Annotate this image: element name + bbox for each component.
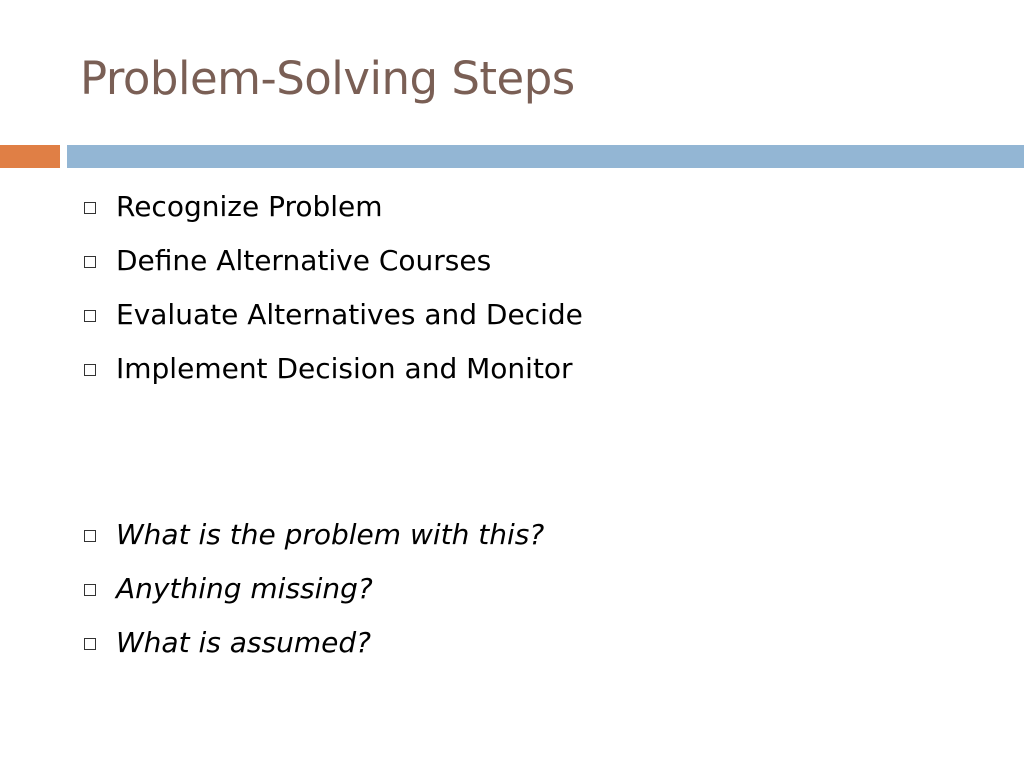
list-item (80, 568, 544, 622)
hollow-square-icon (84, 530, 96, 542)
slide-title: Problem-Solving Steps (80, 52, 575, 105)
hollow-square-icon (84, 638, 96, 650)
title-accent-bar (0, 145, 60, 168)
list-item (80, 622, 544, 676)
question-text: What is assumed? (116, 626, 371, 659)
list-item (80, 240, 583, 294)
step-text: Evaluate Alternatives and Decide (116, 298, 583, 331)
hollow-square-icon (84, 310, 96, 322)
step-text: Define Alternative Courses (116, 244, 492, 277)
list-item (80, 348, 583, 402)
list-item (80, 186, 583, 240)
question-text: What is the problem with this? (116, 518, 545, 551)
step-text: Implement Decision and Monitor (116, 352, 573, 385)
list-item (80, 294, 583, 348)
hollow-square-icon (84, 256, 96, 268)
questions-list (80, 514, 544, 676)
hollow-square-icon (84, 202, 96, 214)
list-item (80, 514, 544, 568)
hollow-square-icon (84, 584, 96, 596)
steps-list (80, 186, 583, 402)
title-underline-bar (67, 145, 1024, 168)
step-text: Recognize Problem (116, 190, 383, 223)
question-text: Anything missing? (116, 572, 373, 605)
hollow-square-icon (84, 364, 96, 376)
